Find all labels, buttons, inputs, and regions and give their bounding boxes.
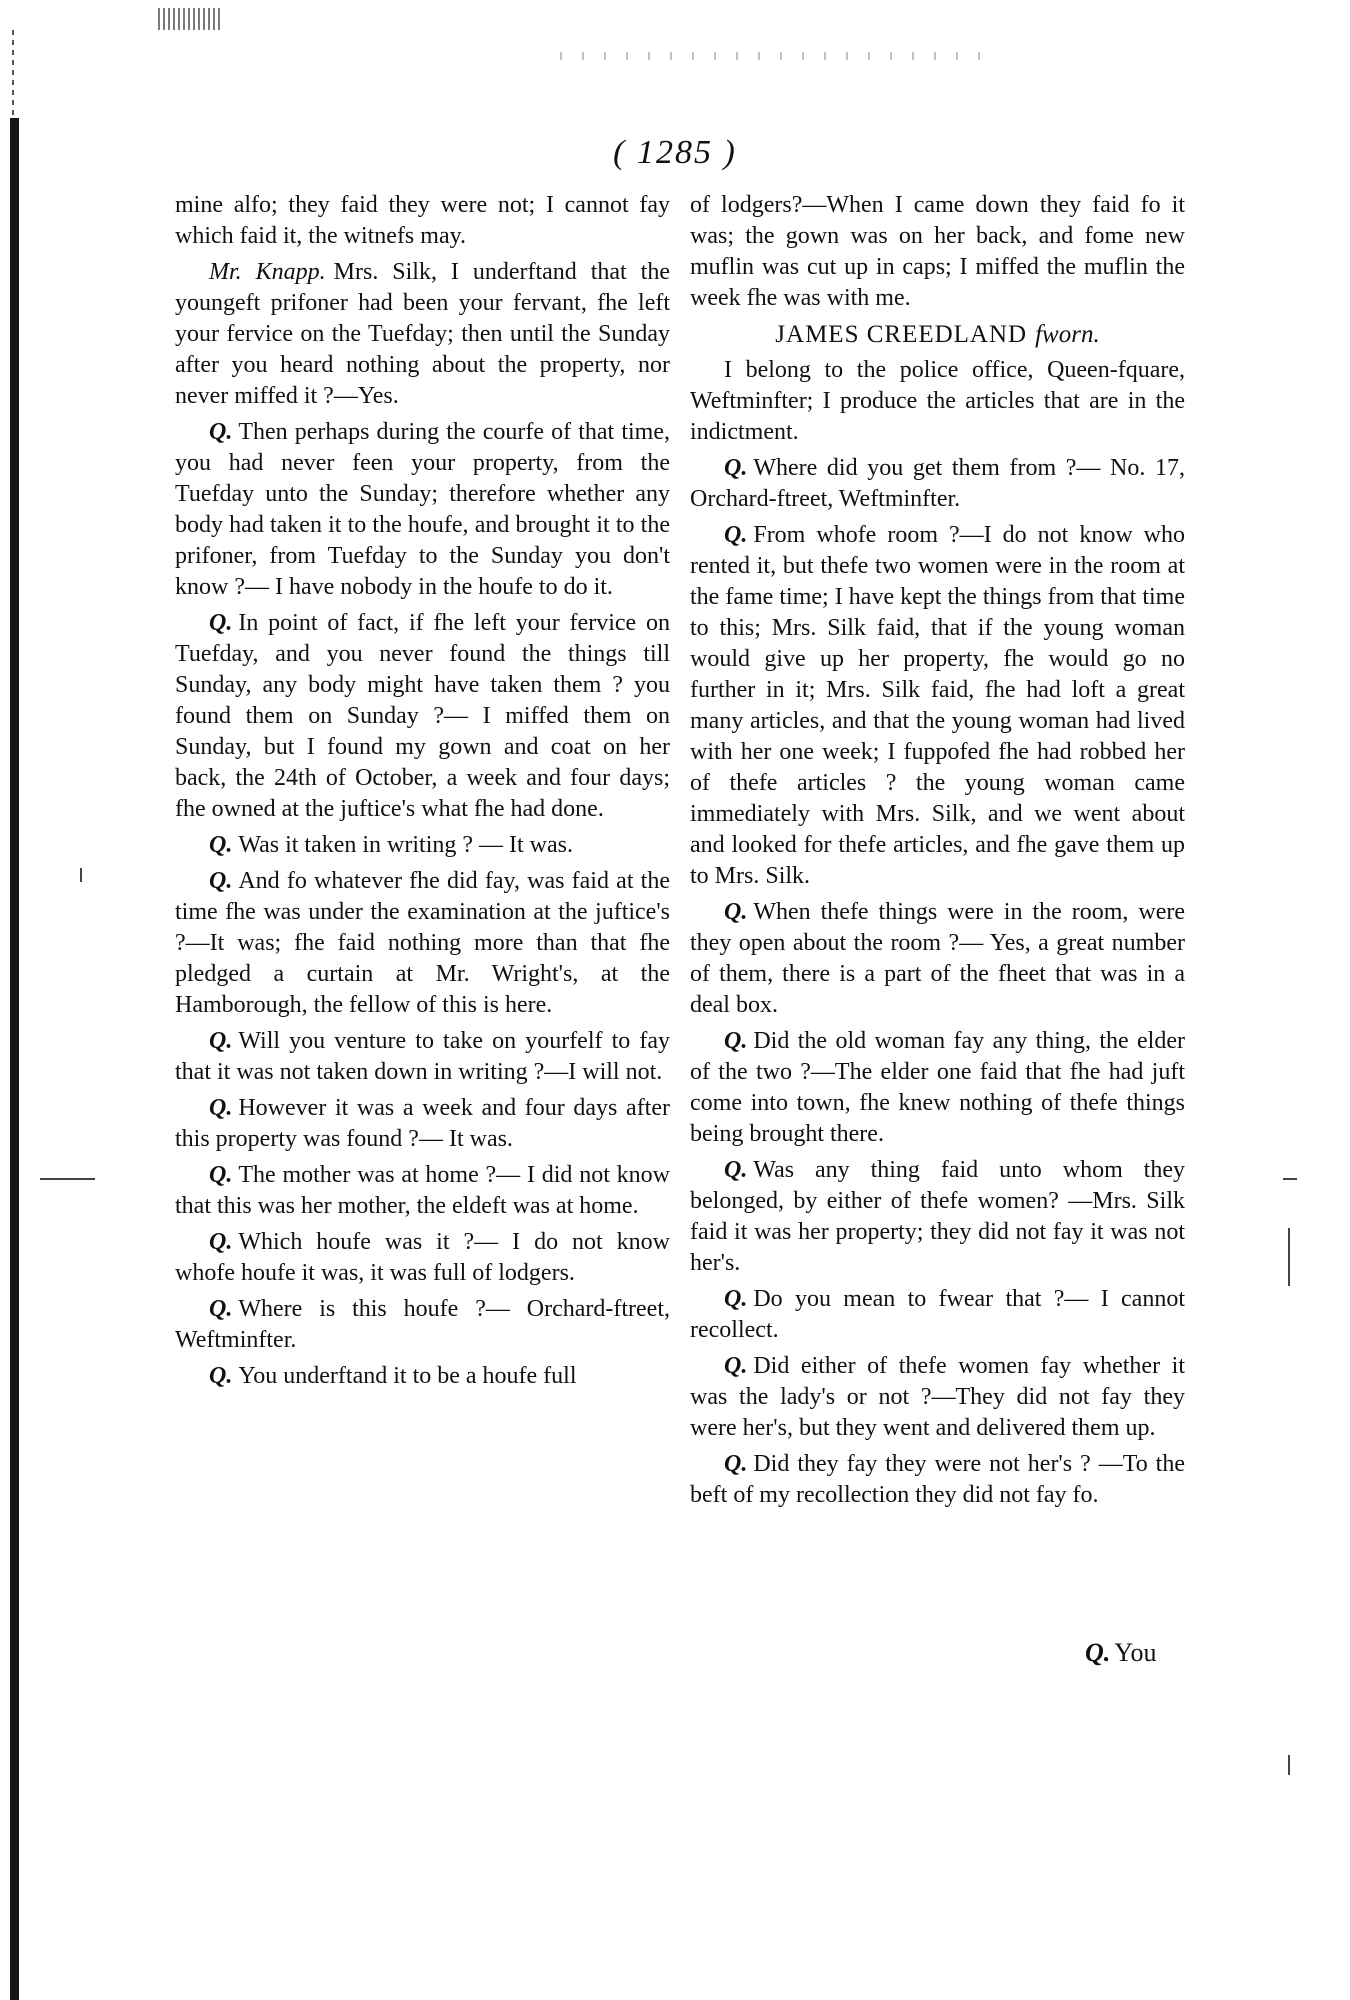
paragraph: [175, 257, 670, 412]
paragraph: [175, 1361, 670, 1392]
paragraph: [175, 1227, 670, 1289]
library-stamp: [158, 8, 222, 30]
question-mark-label: Q.: [209, 1363, 233, 1389]
sworn-label: fworn.: [1035, 321, 1100, 348]
paragraph: [690, 1155, 1185, 1279]
paragraph: [690, 1449, 1185, 1511]
question-mark-label: Q.: [724, 455, 748, 481]
scan-artifact: [80, 868, 82, 882]
paragraph-text: And fo whatever fhe did fay, was faid at the time fhe was under the examination at the juftice's ?—It was; fhe faid nothing more than that fhe pledged a curtain at Mr. Wright's, at the Hamborough, the fellow of this is here.: [175, 868, 670, 1018]
scan-artifact: [1288, 1228, 1290, 1286]
paragraph-text: Which houfe was it ?— I do not know whofe houfe it was, it was full of lodgers.: [175, 1229, 670, 1286]
paragraph-text: Did either of thefe women fay whether it was the lady's or not ?—They did not fay they were her's, but they went and delivered them up.: [690, 1353, 1185, 1441]
right-column: [690, 190, 1185, 1516]
question-mark-label: Q.: [209, 1095, 233, 1121]
witness-heading: [690, 319, 1185, 350]
paragraph: [175, 417, 670, 603]
paragraph: [690, 1026, 1185, 1150]
paragraph-text: Mrs. Silk, I underftand that the youngeft prifoner had been your fervant, fhe left your fervice on the Tuefday; then until the Sunday after you heard nothing about the property, nor never miffed it ?—Yes.: [175, 259, 670, 409]
paragraph-text: I belong to the police office, Queen-fquare, Weftminfter; I produce the articles that are in the indictment.: [690, 357, 1185, 445]
question-mark-label: Q.: [209, 832, 233, 858]
question-mark-label: Q.: [724, 899, 748, 925]
question-mark-label: Q.: [209, 868, 233, 894]
paragraph-text: Do you mean to fwear that ?— I cannot recollect.: [690, 1286, 1185, 1343]
paragraph-text: Then perhaps during the courfe of that time, you had never feen your property, from the Tuefday unto the Sunday; therefore whether any body had taken it to the houfe, and brought it to the prifoner, from Tuefday to the Sunday you don't know ?— I have nobody in the houfe to do it.: [175, 419, 670, 600]
question-mark-label: Q.: [724, 1353, 748, 1379]
catchword: [1085, 1638, 1156, 1668]
question-mark-label: Q.: [209, 1229, 233, 1255]
paragraph: [690, 453, 1185, 515]
binding-edge-top: [12, 30, 14, 118]
question-mark-label: Q.: [724, 1157, 748, 1183]
paragraph-text: The mother was at home ?— I did not know that this was her mother, the eldeft was at home.: [175, 1162, 670, 1219]
paragraph: [690, 1351, 1185, 1444]
paragraph: [175, 866, 670, 1021]
paragraph-text: Will you venture to take on yourfelf to fay that it was not taken down in writing ?—I will not.: [175, 1028, 670, 1085]
paragraph: [175, 608, 670, 825]
question-mark-label: Q.: [724, 522, 748, 548]
paragraph: [175, 1093, 670, 1155]
paragraph: [175, 830, 670, 861]
paragraph-text: You underftand it to be a houfe full: [238, 1363, 577, 1389]
page-number: ( 1285 ): [613, 134, 737, 171]
question-mark-label: Q.: [1085, 1638, 1111, 1667]
paragraph-text: Did the old woman fay any thing, the elder of the two ?—The elder one faid that fhe had juft come into town, fhe knew nothing of thefe things being brought there.: [690, 1028, 1185, 1147]
question-mark-label: Q.: [724, 1028, 748, 1054]
paragraph-text: Did they fay they were not her's ? —To the beft of my recollection they did not fay fo.: [690, 1451, 1185, 1508]
scan-artifact: [40, 1178, 95, 1180]
paragraph-text: Was it taken in writing ? — It was.: [238, 832, 574, 858]
paragraph: [690, 520, 1185, 892]
paragraph: [690, 190, 1185, 314]
question-mark-label: Q.: [209, 1028, 233, 1054]
paragraph-text: Where did you get them from ?— No. 17, Orchard-ftreet, Weftminfter.: [690, 455, 1185, 512]
binding-edge: [10, 118, 19, 2000]
paragraph: [690, 897, 1185, 1021]
catchword-text: You: [1114, 1638, 1157, 1667]
speaker-label: Mr. Knapp.: [209, 259, 326, 285]
question-mark-label: Q.: [209, 419, 233, 445]
question-mark-label: Q.: [209, 1162, 233, 1188]
paragraph-text: Where is this houfe ?— Orchard-ftreet, Weftminfter.: [175, 1296, 670, 1353]
paragraph-text: When thefe things were in the room, were they open about the room ?— Yes, a great number of them, there is a part of the fheet that was in a deal box.: [690, 899, 1185, 1018]
paragraph-text: Was any thing faid unto whom they belonged, by either of thefe women? —Mrs. Silk faid it was her property; they did not fay it was not her's.: [690, 1157, 1185, 1276]
witness-name: JAMES CREEDLAND: [775, 321, 1028, 348]
question-mark-label: Q.: [724, 1451, 748, 1477]
paragraph: [175, 1026, 670, 1088]
paragraph-text: mine alfo; they faid they were not; I cannot fay which faid it, the witnefs may.: [175, 192, 670, 249]
paragraph: [690, 355, 1185, 448]
scan-artifact: [560, 52, 980, 60]
paragraph-text: In point of fact, if fhe left your fervice on Tuefday, and you never found the things till Sunday, any body might have taken them ? you found them on Sunday ?— I miffed them on Sunday, but I found my gown and coat on her back, the 24th of October, a week and four days; fhe owned at the juftice's what fhe had done.: [175, 610, 670, 822]
question-mark-label: Q.: [209, 1296, 233, 1322]
scan-artifact: [1288, 1755, 1290, 1775]
paragraph: [175, 1160, 670, 1222]
paragraph: [175, 190, 670, 252]
paragraph: [690, 1284, 1185, 1346]
paragraph-text: of lodgers?—When I came down they faid fo it was; the gown was on her back, and fome new muflin was cut up in caps; I miffed the muflin the week fhe was with me.: [690, 192, 1185, 311]
paragraph-text: However it was a week and four days after this property was found ?— It was.: [175, 1095, 670, 1152]
scan-artifact: [1283, 1178, 1297, 1180]
left-column: [175, 190, 670, 1397]
paragraph: [175, 1294, 670, 1356]
question-mark-label: Q.: [209, 610, 233, 636]
question-mark-label: Q.: [724, 1286, 748, 1312]
paragraph-text: From whofe room ?—I do not know who rented it, but thefe two women were in the room at the fame time; I have kept the things from that time to this; Mrs. Silk faid, that if the young woman would give up her property, fhe would go no further in it; Mrs. Silk faid, fhe had loft a great many articles, and that the young woman had lived with her one week; I fuppofed fhe had robbed her of thefe articles ? the young woman came immediately with Mrs. Silk, and we went about and looked for thefe articles, and fhe gave them up to Mrs. Silk.: [690, 522, 1185, 889]
